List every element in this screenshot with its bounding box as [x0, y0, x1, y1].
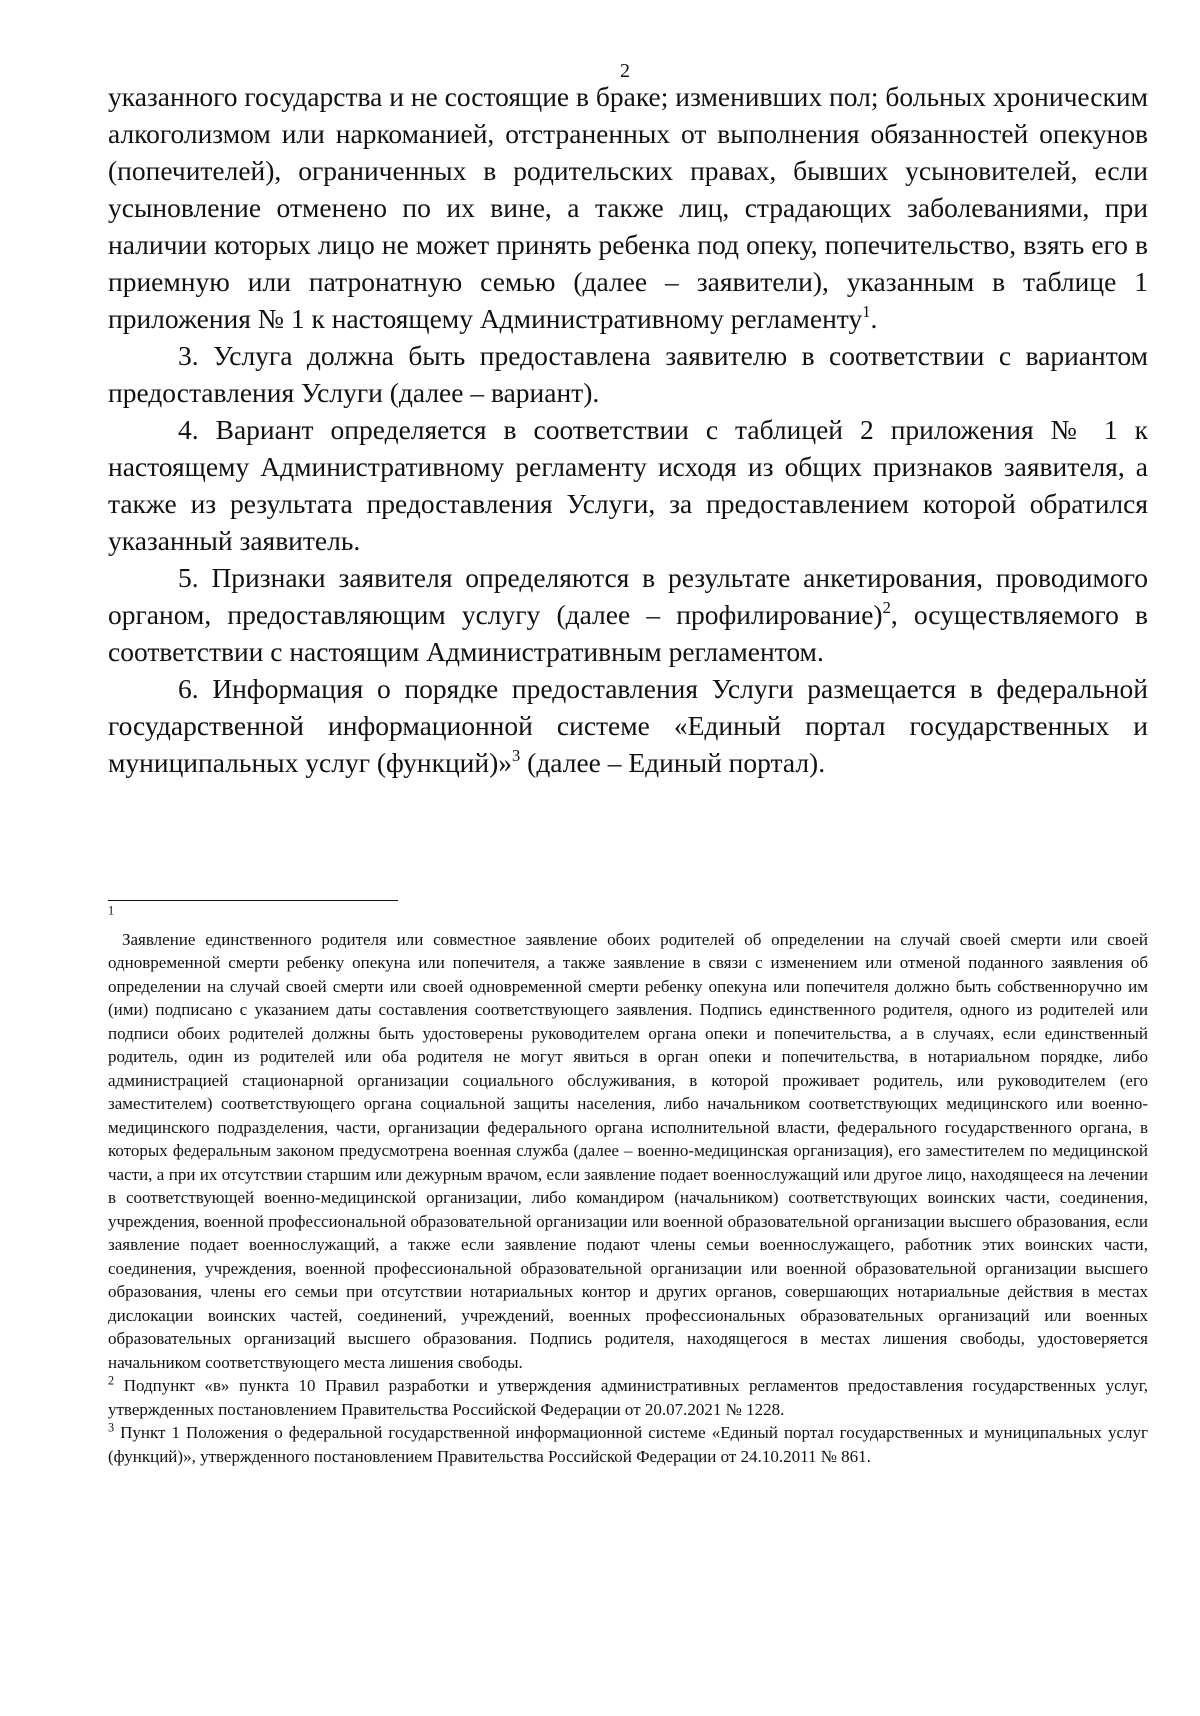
paragraph-5 [108, 559, 1148, 670]
paragraph-text: 5. Признаки заявителя определяются в результате анкетирования, проводимого органом, предоставляющим услугу (далее – профилирование) [108, 562, 1148, 630]
footnote-text: Пункт 1 Положения о федеральной государственной информационной системе «Единый портал государственных и муниципальных услуг (функций)», утвержденного постановлением Правительства Российской Федерации от 24.10.2011 № 861. [108, 1423, 1148, 1466]
footnote-ref-1[interactable]: 1 [862, 302, 871, 322]
paragraph-text: , осуществляемого в соответствии с настоящим Административным регламентом. [108, 599, 1148, 667]
footnote-text: Заявление единственного родителя или совместное заявление обоих родителей об определении на случай своей смерти или своей одновременной смерти ребенку опекуна или попечителя, а также заявление в связи с изменением или отменой поданного заявления об определении на случай своей смерти или своей одновременной смерти ребенку опекуна или попечителя должно быть собственноручно им (ими) подписано с указанием даты составления соответствующего заявления. Подпись единственного родителя, одного из родителей или подписи обоих родителей должны быть удостоверены руководителем органа опеки и попечительства, а в случаях, если единственный родитель, один из родителей или оба родителя не могут явиться в орган опеки и попечительства, в нотариальном порядке, либо администрацией стационарной организации социального обслуживания, в которой проживает родитель, или руководителем (его заместителем) соответствующего органа социальной защиты населения, либо начальником соответствующих медицинского или военно-медицинского подразделения, части, организации федерального органа исполнительной власти, федерального государственного органа, в которых федеральным законом предусмотрена военная служба (далее – военно-медицинская организация), его заместителем по медицинской части, а при их отсутствии старшим или дежурным врачом, если заявление подает военнослужащий или другое лицо, находящееся на лечении в соответствующей военно-медицинской организации, либо командиром (начальником) соответствующих воинских части, соединения, учреждения, военной профессиональной образовательной организации или военной образовательной организации высшего образования, если заявление подает военнослужащий, а также если заявление подают члены семьи военнослужащего, работник этих воинских части, соединения, учреждения, военной профессиональной образовательной организации или военной образовательной организации высшего образования, члены его семьи при отсутствии нотариальных контор и других органов, совершающих нотариальные действия в местах дислокации воинских частей, соединений, учреждений, военных профессиональных образовательных организаций или военных образовательных организаций высшего образования. Подпись родителя, находящегося в местах лишения свободы, удостоверяется начальником соответствующего места лишения свободы. [108, 929, 1148, 1372]
footnote-2 [108, 1374, 1148, 1421]
paragraph-text: (далее – Единый портал). [520, 747, 826, 778]
paragraph-3: 3. Услуга должна быть предоставлена заявителю в соответствии с вариантом предоставления Услуги (далее – вариант). [108, 340, 1148, 408]
footnote-number: 3 [108, 1420, 115, 1435]
footnote-number: 2 [108, 1373, 115, 1388]
paragraph-4: 4. Вариант определяется в соответствии с таблицей 2 приложения № 1 к настоящему Административному регламенту исходя из общих признаков заявителя, а также из результата предоставления Услуги, за предоставлением которой обратился указанный заявитель. [108, 414, 1148, 556]
footnote-3 [108, 1421, 1148, 1468]
paragraph-6 [108, 670, 1148, 781]
paragraph-text: указанного государства и не состоящие в браке; изменивших пол; больных хроническим алкоголизмом или наркоманией, отстраненных от выполнения обязанностей опекунов (попечителей), ограниченных в родительских правах, бывших усыновителей, если усыновление отменено по их вине, а также лиц, страдающих заболеваниями, при наличии которых лицо не может принять ребенка под опеку, попечительство, взять его в приемную или патронатную семью (далее – заявители), указанным в таблице 1 приложения № 1 к настоящему Административному регламенту [108, 81, 1148, 334]
paragraph-text: 6. Информация о порядке предоставления Услуги размещается в федеральной государственной информационной системе «Единый портал государственных и муниципальных услуг (функций)» [108, 673, 1148, 778]
paragraph-continuation [108, 78, 1148, 337]
footnote-ref-2[interactable]: 2 [882, 598, 891, 618]
footnote-text: Подпункт «в» пункта 10 Правил разработки и утверждения административных регламентов предоставления государственных услуг, утвержденных постановлением Правительства Российской Федерации от 20.07.2021 № 1228. [108, 1376, 1148, 1419]
footnote-ref-3[interactable]: 3 [512, 746, 521, 766]
footnotes [108, 904, 1148, 1468]
footnote-separator [108, 900, 398, 901]
main-text [108, 78, 1148, 781]
footnote-number: 1 [108, 903, 115, 918]
page-number: 2 [620, 60, 630, 82]
paragraph-end: . [870, 303, 878, 334]
footnote-1 [108, 904, 1148, 1374]
